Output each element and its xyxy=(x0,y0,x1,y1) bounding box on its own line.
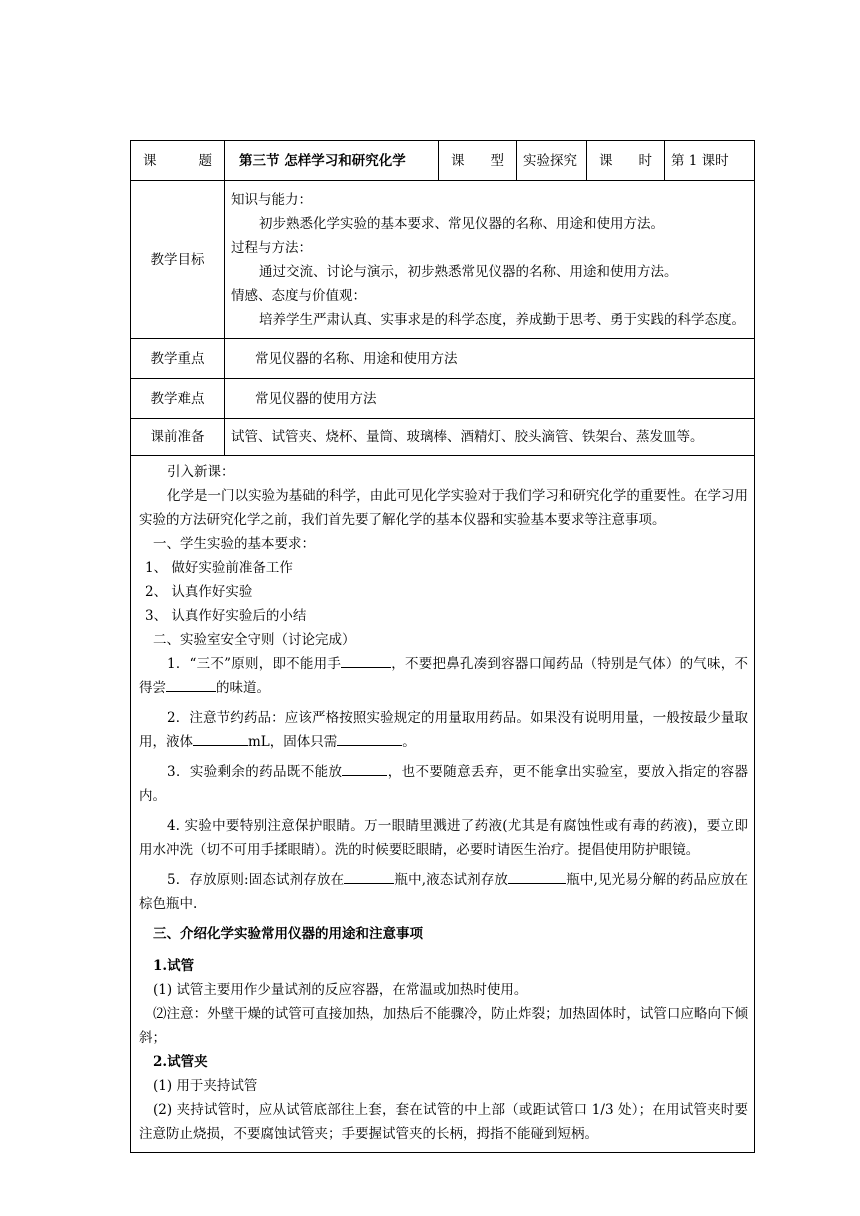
rule-5-text-c: 瓶中,见光易分解的药品应放在棕色瓶中. xyxy=(139,872,748,912)
section-2-heading: 二、实验室安全守则（讨论完成） xyxy=(153,632,356,648)
rule-3 xyxy=(139,760,748,808)
instrument-1-title: 1.试管 xyxy=(153,958,195,974)
rule-1 xyxy=(139,652,748,700)
instrument-2-use: (1) 用于夹持试管 xyxy=(153,1078,258,1094)
rule-1-text-a: 1．“三不”原则，即不能用手 xyxy=(167,656,342,672)
instrument-2-title: 2.试管夹 xyxy=(153,1054,208,1070)
difficulty-label: 教学难点 xyxy=(131,379,225,419)
rule-3-text-a: 3．实验剩余的药品既不能放 xyxy=(167,764,343,780)
instrument-1-note: ⑵注意：外壁干燥的试管可直接加热，加热后不能骤冷，防止炸裂；加热固体时，试管口应略向下倾斜； xyxy=(139,1006,748,1046)
period-value: 第 1 课时 xyxy=(665,141,755,181)
instrument-2-note: (2) 夹持试管时，应从试管底部往上套，套在试管的中上部（或距试管口 1/3 处）；在用试管夹时要注意防止烧损，不要腐蚀试管夹；手要握试管夹的长柄，拇指不能碰到短柄。 xyxy=(139,1102,748,1142)
rule-5-text-b: 瓶中,液态试剂存放 xyxy=(394,872,509,888)
fill-blank[interactable] xyxy=(342,761,387,776)
content-row xyxy=(131,456,755,1153)
intro-text: 化学是一门以实验为基础的科学，由此可见化学实验对于我们学习和研究化学的重要性。在学习用实验的方法研究化学之前，我们首先要了解化学的基本仪器和实验基本要求等注意事项。 xyxy=(139,488,748,528)
rule-1-text-b: ，不要把鼻孔凑到容器口闻药品（特别是气体）的气味，不得尝 xyxy=(139,656,748,696)
key-points-label: 教学重点 xyxy=(131,339,225,379)
intro-head: 引入新课： xyxy=(167,464,235,480)
knowledge-head: 知识与能力： xyxy=(231,191,312,208)
rule-2-text-c: 。 xyxy=(402,734,416,750)
fill-blank[interactable] xyxy=(508,869,566,884)
rule-1-text-c: 的味道。 xyxy=(216,680,270,696)
difficulty-row xyxy=(131,379,755,419)
fill-blank[interactable] xyxy=(166,677,216,692)
topic-value: 第三节 怎样学习和研究化学 xyxy=(225,141,439,181)
process-head: 过程与方法： xyxy=(231,239,312,256)
fill-blank[interactable] xyxy=(193,731,248,746)
prep-row xyxy=(131,419,755,456)
period-label: 课 时 xyxy=(587,141,665,181)
key-points-row xyxy=(131,339,755,379)
prep-value: 试管、试管夹、烧杯、量筒、玻璃棒、酒精灯、胶头滴管、铁架台、蒸发皿等。 xyxy=(225,419,755,456)
fill-blank[interactable] xyxy=(344,869,394,884)
goals-content xyxy=(225,181,755,339)
rule-4: 4. 实验中要特别注意保护眼睛。万一眼睛里溅进了药液(尤其是有腐蚀性或有毒的药液)，要立即用水冲洗（切不可用手揉眼睛）。洗的时候要眨眼睛，必要时请医生治疗。提倡使用防护眼镜。 xyxy=(139,818,748,858)
emotion-head: 情感、态度与价值观： xyxy=(231,287,366,304)
goals-label: 教学目标 xyxy=(131,181,225,339)
goals-row xyxy=(131,181,755,339)
lesson-content xyxy=(131,456,755,1153)
key-points-value: 常见仪器的名称、用途和使用方法 xyxy=(225,339,755,379)
knowledge-text: 初步熟悉化学实验的基本要求、常见仪器的名称、用途和使用方法。 xyxy=(259,215,664,232)
header-row xyxy=(131,141,755,181)
fill-blank[interactable] xyxy=(337,731,402,746)
difficulty-value: 常见仪器的使用方法 xyxy=(225,379,755,419)
prep-label: 课前准备 xyxy=(131,419,225,456)
rule-2-text-a: 2．注意节约药品：应该严格按照实验规定的用量取用药品。如果没有说明用量，一般按最少量取用，液体 xyxy=(139,710,748,750)
type-label: 课 型 xyxy=(439,141,517,181)
instrument-1-use: (1) 试管主要用作少量试剂的反应容器，在常温或加热时使用。 xyxy=(153,982,528,998)
type-value: 实验探究 xyxy=(517,141,587,181)
topic-label: 课 题 xyxy=(131,141,225,181)
requirement-2: 2、 认真作好实验 xyxy=(145,584,253,600)
process-text: 通过交流、讨论与演示，初步熟悉常见仪器的名称、用途和使用方法。 xyxy=(259,263,678,280)
rule-3-text-b: ，也不要随意丢弃，更不能拿出实验室，要放入指定的容器内。 xyxy=(139,764,749,804)
emotion-text: 培养学生严肃认真、实事求是的科学态度，养成勤于思考、勇于实践的科学态度。 xyxy=(259,311,745,328)
rule-5 xyxy=(139,868,748,916)
fill-blank[interactable] xyxy=(341,653,391,668)
requirement-1: 1、 做好实验前准备工作 xyxy=(145,560,293,576)
section-1-heading: 一、学生实验的基本要求： xyxy=(153,536,315,552)
rule-5-text-a: 5．存放原则:固态试剂存放在 xyxy=(167,872,345,888)
requirement-3: 3、 认真作好实验后的小结 xyxy=(145,608,307,624)
rule-2 xyxy=(139,706,748,754)
lesson-plan-table xyxy=(130,140,755,1153)
section-3-heading: 三、介绍化学实验常用仪器的用途和注意事项 xyxy=(153,926,423,942)
rule-2-text-b: mL，固体只需 xyxy=(248,734,338,750)
